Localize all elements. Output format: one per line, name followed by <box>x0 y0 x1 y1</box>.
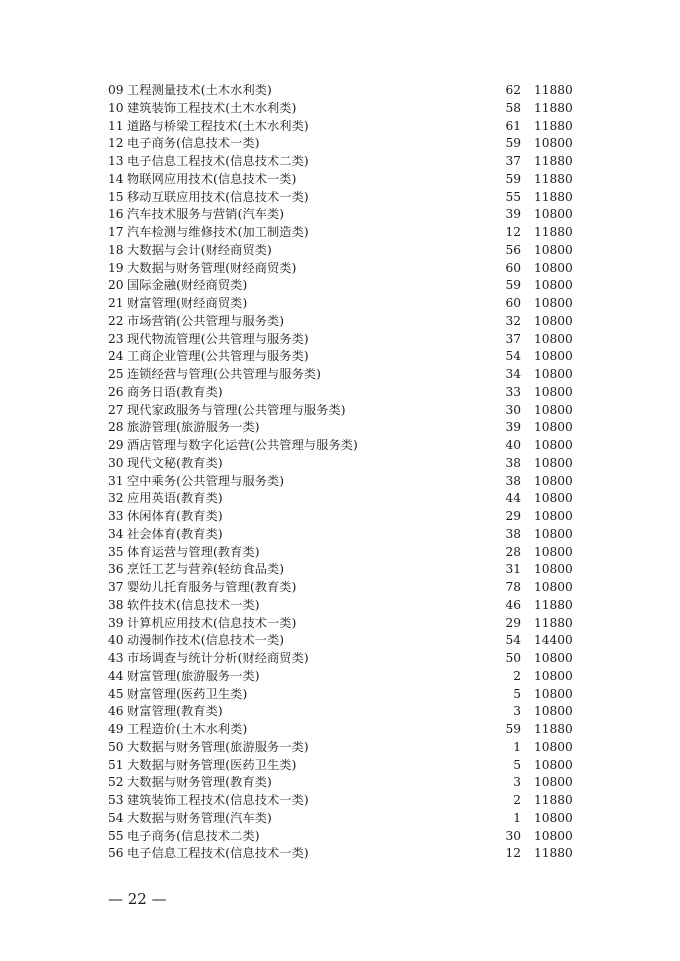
tuition-fee: 10800 <box>534 313 573 328</box>
tuition-fee: 11880 <box>534 597 573 612</box>
enrollment-count: 31 <box>505 562 521 577</box>
program-name: 现代文秘(教育类) <box>127 455 223 470</box>
program-name: 财富管理(教育类) <box>127 704 223 719</box>
tuition-fee: 10800 <box>534 562 573 577</box>
program-name: 建筑装饰工程技术(信息技术一类) <box>127 793 309 807</box>
tuition-fee: 11880 <box>534 118 573 133</box>
enrollment-count: 78 <box>505 580 521 594</box>
program-code: 25 <box>108 367 124 381</box>
table-row <box>0 277 680 295</box>
enrollment-count: 30 <box>505 828 521 843</box>
table-row <box>0 366 680 384</box>
table-row <box>0 135 680 153</box>
program-name: 工商企业管理(公共管理与服务类) <box>127 349 309 364</box>
table-row <box>0 632 680 650</box>
program-name: 物联网应用技术(信息技术一类) <box>127 171 297 186</box>
program-name: 连锁经营与管理(公共管理与服务类) <box>127 367 322 381</box>
program-code: 33 <box>108 509 124 523</box>
program-name: 烹饪工艺与营养(轻纺食品类) <box>127 562 285 577</box>
enrollment-count: 32 <box>505 313 521 328</box>
program-code: 37 <box>108 580 124 594</box>
enrollment-count: 39 <box>505 420 521 435</box>
program-code: 43 <box>108 651 124 665</box>
table-row <box>0 579 680 597</box>
enrollment-count: 50 <box>505 651 521 665</box>
tuition-fee: 10800 <box>534 296 573 310</box>
program-name: 社会体育(教育类) <box>127 526 223 541</box>
program-name: 空中乘务(公共管理与服务类) <box>127 473 285 488</box>
program-name: 建筑装饰工程技术(土木水利类) <box>127 100 297 115</box>
table-row <box>0 260 680 278</box>
program-name: 大数据与财务管理(财经商贸类) <box>127 260 297 275</box>
table-row <box>0 561 680 579</box>
tuition-fee: 10800 <box>534 509 573 523</box>
table-row <box>0 650 680 668</box>
tuition-fee: 11880 <box>534 189 573 204</box>
table-row <box>0 739 680 757</box>
program-name: 市场调查与统计分析(财经商贸类) <box>127 651 309 665</box>
enrollment-count: 38 <box>505 455 521 470</box>
table-row <box>0 774 680 792</box>
program-name: 现代家政服务与管理(公共管理与服务类) <box>127 402 346 417</box>
enrollment-count: 59 <box>505 136 521 151</box>
table-row <box>0 597 680 615</box>
tuition-fee: 11880 <box>534 171 573 186</box>
table-row <box>0 224 680 242</box>
program-table <box>0 82 680 863</box>
program-name: 工程造价(土木水利类) <box>127 722 248 736</box>
enrollment-count: 44 <box>505 491 521 506</box>
program-code: 17 <box>108 225 124 239</box>
tuition-fee: 14400 <box>534 633 573 648</box>
table-row <box>0 473 680 491</box>
tuition-fee: 11880 <box>534 722 573 736</box>
program-code: 34 <box>108 526 124 541</box>
program-code: 38 <box>108 597 124 612</box>
program-name: 大数据与财务管理(汽车类) <box>127 810 272 825</box>
enrollment-count: 61 <box>505 118 521 133</box>
tuition-fee: 10800 <box>534 331 573 346</box>
table-row <box>0 845 680 863</box>
program-code: 21 <box>108 296 124 310</box>
program-name: 酒店管理与数字化运营(公共管理与服务类) <box>127 438 358 452</box>
program-code: 20 <box>108 278 124 293</box>
tuition-fee: 10800 <box>534 242 573 257</box>
table-row <box>0 313 680 331</box>
program-code: 10 <box>108 100 124 115</box>
tuition-fee: 11880 <box>534 154 573 168</box>
enrollment-count: 62 <box>505 83 521 97</box>
table-row <box>0 153 680 171</box>
program-code: 49 <box>108 722 124 736</box>
program-code: 30 <box>108 455 124 470</box>
enrollment-count: 40 <box>505 438 521 452</box>
enrollment-count: 37 <box>505 331 521 346</box>
table-row <box>0 668 680 686</box>
tuition-fee: 10800 <box>534 349 573 364</box>
program-name: 汽车技术服务与营销(汽车类) <box>127 207 285 222</box>
program-code: 26 <box>108 384 124 399</box>
program-name: 电子信息工程技术(信息技术二类) <box>127 154 309 168</box>
table-row <box>0 295 680 313</box>
program-name: 财富管理(旅游服务一类) <box>127 668 260 683</box>
program-name: 旅游管理(旅游服务一类) <box>127 420 260 435</box>
enrollment-count: 2 <box>513 793 521 807</box>
enrollment-count: 3 <box>513 704 521 719</box>
enrollment-count: 38 <box>505 526 521 541</box>
program-code: 35 <box>108 544 124 559</box>
program-name: 电子商务(信息技术二类) <box>127 828 260 843</box>
enrollment-count: 34 <box>505 367 521 381</box>
tuition-fee: 10800 <box>534 260 573 275</box>
enrollment-count: 28 <box>505 544 521 559</box>
tuition-fee: 10800 <box>534 775 573 790</box>
program-name: 市场营销(公共管理与服务类) <box>127 313 285 328</box>
program-code: 53 <box>108 793 124 807</box>
program-name: 移动互联应用技术(信息技术一类) <box>127 189 309 204</box>
program-name: 体育运营与管理(教育类) <box>127 544 260 559</box>
enrollment-count: 55 <box>505 189 521 204</box>
tuition-fee: 10800 <box>534 704 573 719</box>
program-code: 12 <box>108 136 124 151</box>
program-code: 14 <box>108 171 124 186</box>
enrollment-count: 33 <box>505 384 521 399</box>
enrollment-count: 59 <box>505 278 521 293</box>
program-code: 29 <box>108 438 124 452</box>
program-code: 19 <box>108 260 124 275</box>
program-code: 54 <box>108 810 124 825</box>
enrollment-count: 60 <box>505 296 521 310</box>
enrollment-count: 46 <box>505 597 521 612</box>
table-row <box>0 455 680 473</box>
program-code: 18 <box>108 242 124 257</box>
tuition-fee: 11880 <box>534 846 573 861</box>
table-row <box>0 721 680 739</box>
program-code: 28 <box>108 420 124 435</box>
enrollment-count: 54 <box>505 633 521 648</box>
program-name: 道路与桥梁工程技术(土木水利类) <box>127 118 309 133</box>
table-row <box>0 544 680 562</box>
table-row <box>0 508 680 526</box>
tuition-fee: 10800 <box>534 438 573 452</box>
tuition-fee: 10800 <box>534 367 573 381</box>
program-code: 46 <box>108 704 124 719</box>
tuition-fee: 10800 <box>534 686 573 701</box>
table-row <box>0 526 680 544</box>
program-name: 工程测量技术(土木水利类) <box>127 83 272 97</box>
program-code: 51 <box>108 757 124 772</box>
tuition-fee: 10800 <box>534 420 573 435</box>
enrollment-count: 5 <box>513 757 521 772</box>
tuition-fee: 10800 <box>534 455 573 470</box>
program-name: 大数据与财务管理(旅游服务一类) <box>127 739 309 754</box>
table-row <box>0 100 680 118</box>
table-row <box>0 402 680 420</box>
program-name: 计算机应用技术(信息技术一类) <box>127 615 297 630</box>
program-name: 婴幼儿托育服务与管理(教育类) <box>127 580 297 594</box>
program-name: 应用英语(教育类) <box>127 491 223 506</box>
tuition-fee: 10800 <box>534 757 573 772</box>
table-row <box>0 810 680 828</box>
tuition-fee: 11880 <box>534 225 573 239</box>
table-row <box>0 419 680 437</box>
program-code: 27 <box>108 402 124 417</box>
program-name: 大数据与财务管理(教育类) <box>127 775 272 790</box>
table-row <box>0 615 680 633</box>
program-code: 16 <box>108 207 124 222</box>
program-name: 现代物流管理(公共管理与服务类) <box>127 331 309 346</box>
tuition-fee: 10800 <box>534 473 573 488</box>
program-code: 55 <box>108 828 124 843</box>
program-code: 39 <box>108 615 124 630</box>
enrollment-count: 2 <box>513 668 521 683</box>
table-row <box>0 206 680 224</box>
program-name: 电子信息工程技术(信息技术一类) <box>127 846 309 861</box>
tuition-fee: 10800 <box>534 526 573 541</box>
tuition-fee: 10800 <box>534 739 573 754</box>
table-row <box>0 757 680 775</box>
program-code: 09 <box>108 83 124 97</box>
program-name: 电子商务(信息技术一类) <box>127 136 260 151</box>
program-code: 23 <box>108 331 124 346</box>
program-code: 56 <box>108 846 124 861</box>
program-name: 软件技术(信息技术一类) <box>127 597 260 612</box>
table-row <box>0 348 680 366</box>
program-code: 40 <box>108 633 124 648</box>
enrollment-count: 59 <box>505 722 521 736</box>
program-name: 商务日语(教育类) <box>127 384 223 399</box>
tuition-fee: 10800 <box>534 580 573 594</box>
enrollment-count: 29 <box>505 509 521 523</box>
tuition-fee: 10800 <box>534 828 573 843</box>
program-code: 11 <box>108 118 124 133</box>
enrollment-count: 3 <box>513 775 521 790</box>
enrollment-count: 59 <box>505 171 521 186</box>
program-code: 52 <box>108 775 124 790</box>
enrollment-count: 39 <box>505 207 521 222</box>
enrollment-count: 30 <box>505 402 521 417</box>
table-row <box>0 384 680 402</box>
program-code: 50 <box>108 739 124 754</box>
tuition-fee: 11880 <box>534 100 573 115</box>
program-name: 休闲体育(教育类) <box>127 509 223 523</box>
program-name: 大数据与会计(财经商贸类) <box>127 242 272 257</box>
table-row <box>0 828 680 846</box>
program-name: 财富管理(财经商贸类) <box>127 296 248 310</box>
enrollment-count: 58 <box>505 100 521 115</box>
enrollment-count: 60 <box>505 260 521 275</box>
page-number: — 22 — <box>108 890 167 908</box>
program-code: 24 <box>108 349 124 364</box>
tuition-fee: 10800 <box>534 136 573 151</box>
enrollment-count: 29 <box>505 615 521 630</box>
program-code: 13 <box>108 154 124 168</box>
table-row <box>0 490 680 508</box>
tuition-fee: 10800 <box>534 544 573 559</box>
program-name: 财富管理(医药卫生类) <box>127 686 248 701</box>
tuition-fee: 11880 <box>534 615 573 630</box>
program-name: 大数据与财务管理(医药卫生类) <box>127 757 297 772</box>
table-row <box>0 242 680 260</box>
table-row <box>0 82 680 100</box>
table-row <box>0 171 680 189</box>
tuition-fee: 10800 <box>534 651 573 665</box>
enrollment-count: 5 <box>513 686 521 701</box>
enrollment-count: 12 <box>505 225 521 239</box>
table-row <box>0 703 680 721</box>
enrollment-count: 54 <box>505 349 521 364</box>
enrollment-count: 56 <box>505 242 521 257</box>
program-name: 汽车检测与维修技术(加工制造类) <box>127 225 309 239</box>
tuition-fee: 10800 <box>534 207 573 222</box>
program-code: 22 <box>108 313 124 328</box>
table-row <box>0 331 680 349</box>
table-row <box>0 437 680 455</box>
program-code: 31 <box>108 473 124 488</box>
enrollment-count: 38 <box>505 473 521 488</box>
tuition-fee: 11880 <box>534 793 573 807</box>
tuition-fee: 11880 <box>534 83 573 97</box>
program-code: 36 <box>108 562 124 577</box>
tuition-fee: 10800 <box>534 810 573 825</box>
program-name: 动漫制作技术(信息技术一类) <box>127 633 285 648</box>
table-row <box>0 118 680 136</box>
table-row <box>0 792 680 810</box>
enrollment-count: 12 <box>505 846 521 861</box>
program-code: 32 <box>108 491 124 506</box>
tuition-fee: 10800 <box>534 278 573 293</box>
program-code: 45 <box>108 686 124 701</box>
tuition-fee: 10800 <box>534 668 573 683</box>
tuition-fee: 10800 <box>534 384 573 399</box>
tuition-fee: 10800 <box>534 491 573 506</box>
program-code: 44 <box>108 668 124 683</box>
table-row <box>0 189 680 207</box>
table-row <box>0 686 680 704</box>
program-code: 15 <box>108 189 124 204</box>
enrollment-count: 37 <box>505 154 521 168</box>
tuition-fee: 10800 <box>534 402 573 417</box>
program-name: 国际金融(财经商贸类) <box>127 278 248 293</box>
enrollment-count: 1 <box>513 810 521 825</box>
enrollment-count: 1 <box>513 739 521 754</box>
